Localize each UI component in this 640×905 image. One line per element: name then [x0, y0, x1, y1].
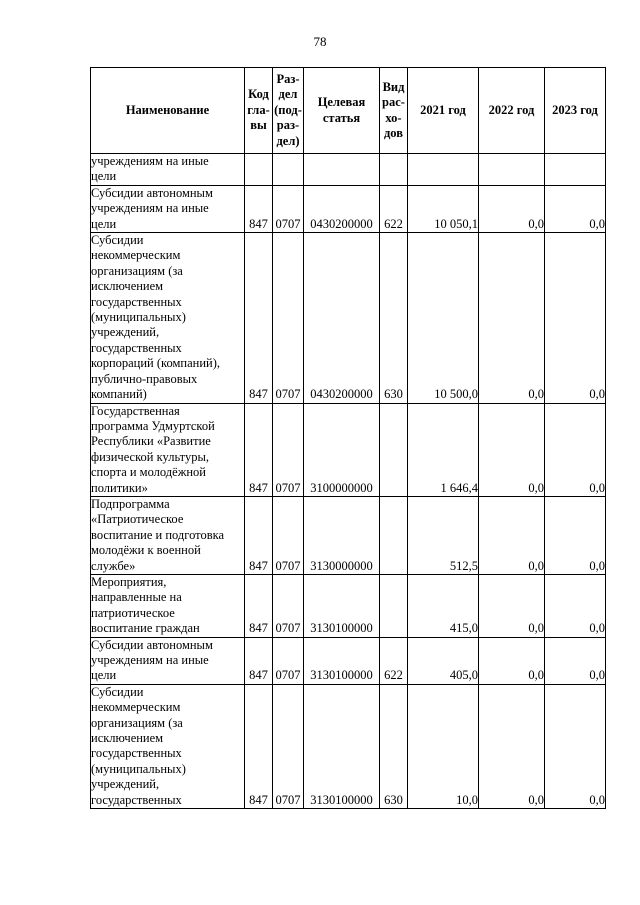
- cell-section: 0707: [273, 574, 304, 637]
- header-2023: [545, 68, 606, 154]
- name-line: физической культуры,: [91, 449, 209, 464]
- cell-2021: 415,0: [408, 574, 479, 637]
- header-line: 2021 год: [420, 102, 466, 117]
- cell-section: 0707: [273, 496, 304, 574]
- cell-section: 0707: [273, 637, 304, 684]
- cell-name: [91, 403, 245, 496]
- header-code: [245, 68, 273, 154]
- name-line: Субсидии: [91, 233, 144, 248]
- name-line: Подпрограмма: [91, 496, 170, 511]
- name-line: Субсидии автономным: [91, 637, 213, 652]
- cell-kind: 630: [380, 684, 408, 808]
- cell-target: 3100000000: [304, 403, 380, 496]
- name-line: исключением: [91, 279, 164, 294]
- header-kind: [380, 68, 408, 154]
- header-line: дел: [278, 87, 298, 102]
- header-2021: [408, 68, 479, 154]
- cell-2023: 0,0: [545, 185, 606, 232]
- header-line: дов: [383, 125, 403, 140]
- header-line: рас-: [382, 95, 405, 110]
- name-line: корпораций (компаний),: [91, 356, 220, 371]
- cell-kind: [380, 496, 408, 574]
- header-line: 2023 год: [552, 102, 598, 117]
- cell-code: 847: [245, 403, 273, 496]
- cell-2021: 10 050,1: [408, 185, 479, 232]
- name-line: спорта и молодёжной: [91, 465, 206, 480]
- header-2022: [479, 68, 545, 154]
- name-line: Субсидии: [91, 684, 144, 699]
- cell-name: [91, 684, 245, 808]
- cell-2022: 0,0: [479, 185, 545, 232]
- cell-2022: 0,0: [479, 637, 545, 684]
- cell-target: 3130100000: [304, 684, 380, 808]
- name-line: государственных: [91, 792, 182, 807]
- name-line: организациям (за: [91, 263, 183, 278]
- cell-section: 0707: [273, 684, 304, 808]
- cell-code: [245, 154, 273, 186]
- table-row: [91, 185, 606, 232]
- name-line: учреждений,: [91, 777, 160, 792]
- name-line: Республики «Развитие: [91, 434, 211, 449]
- header-line: Код: [248, 87, 269, 102]
- cell-2022: [479, 154, 545, 186]
- page-number: 78: [313, 34, 327, 49]
- name-line: «Патриотическое: [91, 512, 184, 527]
- name-line: воспитание и подготовка: [91, 527, 225, 542]
- cell-2022: 0,0: [479, 684, 545, 808]
- cell-target: 0430200000: [304, 233, 380, 403]
- table-row: [91, 233, 606, 403]
- name-line: направленные на: [91, 590, 182, 605]
- cell-target: 0430200000: [304, 185, 380, 232]
- cell-2021: 10,0: [408, 684, 479, 808]
- cell-2021: [408, 154, 479, 186]
- name-line: (муниципальных): [91, 761, 186, 776]
- table-row: [91, 684, 606, 808]
- name-line: (муниципальных): [91, 310, 186, 325]
- cell-2021: 1 646,4: [408, 403, 479, 496]
- cell-kind: [380, 403, 408, 496]
- cell-code: 847: [245, 496, 273, 574]
- cell-2022: 0,0: [479, 403, 545, 496]
- name-line: компаний): [91, 387, 147, 402]
- header-line: 2022 год: [488, 102, 535, 117]
- cell-code: 847: [245, 684, 273, 808]
- cell-2023: 0,0: [545, 496, 606, 574]
- header-line: хо-: [385, 110, 402, 125]
- cell-2022: 0,0: [479, 574, 545, 637]
- cell-target: 3130100000: [304, 574, 380, 637]
- cell-code: 847: [245, 185, 273, 232]
- header-name: [91, 68, 245, 154]
- name-line: учреждениям на иные: [91, 154, 209, 168]
- header-line: вы: [250, 118, 267, 133]
- cell-section: 0707: [273, 403, 304, 496]
- cell-kind: [380, 154, 408, 186]
- cell-kind: 622: [380, 637, 408, 684]
- table-row: [91, 154, 606, 186]
- name-line: некоммерческим: [91, 700, 181, 715]
- cell-code: 847: [245, 574, 273, 637]
- name-line: учреждениям на иные: [91, 653, 209, 667]
- budget-table: [90, 67, 606, 809]
- name-line: государственных: [91, 294, 182, 309]
- cell-target: 3130000000: [304, 496, 380, 574]
- name-line: государственных: [91, 746, 182, 761]
- name-line: цели: [91, 668, 117, 683]
- header-line: статья: [322, 110, 361, 125]
- name-line: государственных: [91, 340, 182, 355]
- cell-code: 847: [245, 233, 273, 403]
- cell-2022: 0,0: [479, 496, 545, 574]
- name-line: учреждений,: [91, 325, 160, 340]
- cell-name: [91, 574, 245, 637]
- cell-section: 0707: [273, 233, 304, 403]
- header-line: дел): [276, 133, 300, 148]
- cell-target: [304, 154, 380, 186]
- cell-name: [91, 496, 245, 574]
- cell-2021: 405,0: [408, 637, 479, 684]
- name-line: воспитание граждан: [91, 621, 200, 636]
- cell-2023: 0,0: [545, 574, 606, 637]
- name-line: учреждениям на иные: [91, 201, 209, 216]
- cell-2021: 512,5: [408, 496, 479, 574]
- header-line: Вид: [382, 79, 405, 94]
- table-body: [91, 154, 606, 809]
- name-line: Мероприятия,: [91, 574, 167, 589]
- cell-2023: 0,0: [545, 637, 606, 684]
- header-line: Целевая: [317, 95, 366, 110]
- table-row: [91, 574, 606, 637]
- name-line: исключением: [91, 731, 164, 746]
- cell-2023: 0,0: [545, 684, 606, 808]
- header-line: гла-: [247, 102, 270, 117]
- table-header: [91, 68, 606, 154]
- name-line: молодёжи к военной: [91, 543, 201, 558]
- cell-name: [91, 637, 245, 684]
- name-line: службе»: [91, 558, 136, 573]
- cell-name: [91, 185, 245, 232]
- cell-kind: 630: [380, 233, 408, 403]
- cell-2023: 0,0: [545, 403, 606, 496]
- name-line: политики»: [91, 480, 148, 495]
- header-line: Наименование: [125, 102, 210, 117]
- table-row: [91, 496, 606, 574]
- table-row: [91, 403, 606, 496]
- header-section: [273, 68, 304, 154]
- header-line: (под-: [274, 102, 302, 117]
- name-line: цели: [91, 216, 117, 231]
- header-line: Раз-: [276, 71, 300, 86]
- name-line: программа Удмуртской: [91, 418, 215, 433]
- cell-target: 3130100000: [304, 637, 380, 684]
- cell-section: 0707: [273, 185, 304, 232]
- name-line: Государственная: [91, 403, 180, 418]
- name-line: некоммерческим: [91, 248, 181, 263]
- cell-2023: [545, 154, 606, 186]
- header-line: раз-: [276, 118, 300, 133]
- table-row: [91, 637, 606, 684]
- name-line: патриотическое: [91, 605, 175, 620]
- cell-kind: [380, 574, 408, 637]
- name-line: Субсидии автономным: [91, 185, 213, 200]
- cell-section: [273, 154, 304, 186]
- name-line: цели: [91, 169, 117, 184]
- name-line: публично-правовых: [91, 371, 198, 386]
- cell-code: 847: [245, 637, 273, 684]
- cell-2023: 0,0: [545, 233, 606, 403]
- cell-2021: 10 500,0: [408, 233, 479, 403]
- cell-name: [91, 154, 245, 186]
- cell-name: [91, 233, 245, 403]
- cell-kind: 622: [380, 185, 408, 232]
- cell-2022: 0,0: [479, 233, 545, 403]
- name-line: организациям (за: [91, 715, 183, 730]
- header-target: [304, 68, 380, 154]
